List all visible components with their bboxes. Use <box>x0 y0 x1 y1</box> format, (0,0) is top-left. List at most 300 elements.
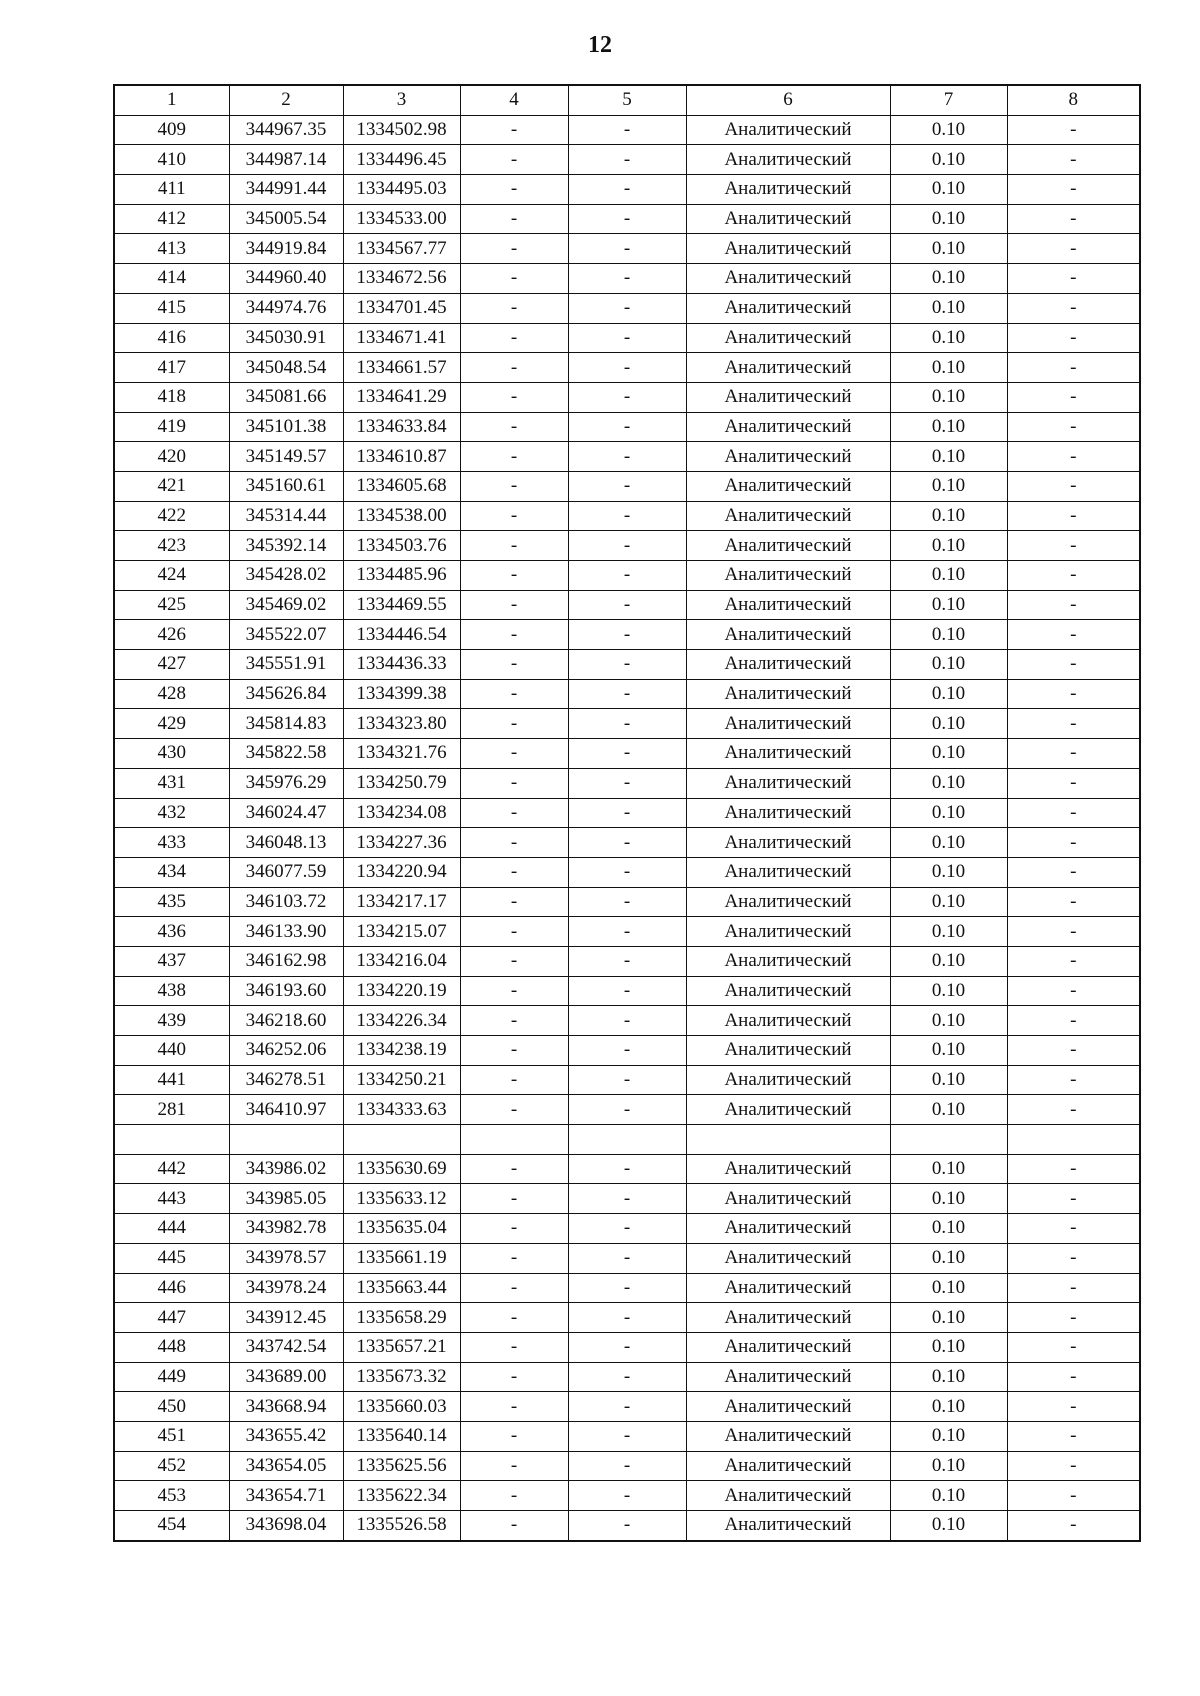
table-cell-col-8: - <box>1007 382 1140 412</box>
table-row <box>114 204 1140 234</box>
table-cell-col-2: 344960.40 <box>229 264 343 294</box>
table-cell-col-1: 426 <box>114 620 229 650</box>
table-cell-col-6: Аналитический <box>686 1095 890 1125</box>
table-cell-col-8: - <box>1007 1451 1140 1481</box>
table-cell-col-1: 454 <box>114 1511 229 1541</box>
table-cell-col-5 <box>568 1125 686 1155</box>
table-cell-col-7: 0.10 <box>890 1303 1007 1333</box>
table-cell-col-2: 345814.83 <box>229 709 343 739</box>
table-cell-col-4 <box>460 1125 568 1155</box>
table-cell-col-2: 346103.72 <box>229 887 343 917</box>
table-cell-col-7: 0.10 <box>890 1392 1007 1422</box>
table-cell-col-8: - <box>1007 1065 1140 1095</box>
header-cell-col-1: 1 <box>114 85 229 115</box>
table-cell-col-5: - <box>568 145 686 175</box>
table-cell-col-3: 1335657.21 <box>343 1332 460 1362</box>
table-cell-col-8: - <box>1007 175 1140 205</box>
table-cell-col-3: 1335625.56 <box>343 1451 460 1481</box>
table-cell-col-2: 346162.98 <box>229 946 343 976</box>
table-cell-col-1: 424 <box>114 561 229 591</box>
table-cell-col-2: 346218.60 <box>229 1006 343 1036</box>
table-cell-col-4: - <box>460 561 568 591</box>
table-cell-col-5: - <box>568 946 686 976</box>
table-cell-col-1: 441 <box>114 1065 229 1095</box>
table-cell-col-1: 444 <box>114 1214 229 1244</box>
table-cell-col-4: - <box>460 1243 568 1273</box>
table-cell-col-1: 418 <box>114 382 229 412</box>
table-cell-col-6: Аналитический <box>686 768 890 798</box>
table-cell-col-3: 1334469.55 <box>343 590 460 620</box>
table-cell-col-5: - <box>568 857 686 887</box>
table-row <box>114 145 1140 175</box>
table-cell-col-3: 1334333.63 <box>343 1095 460 1125</box>
table-cell-col-2: 344919.84 <box>229 234 343 264</box>
table-cell-col-8: - <box>1007 145 1140 175</box>
table-row <box>114 471 1140 501</box>
table-cell-col-8: - <box>1007 946 1140 976</box>
table-cell-col-8: - <box>1007 1392 1140 1422</box>
table-cell-col-6: Аналитический <box>686 1392 890 1422</box>
table-cell-col-6: Аналитический <box>686 353 890 383</box>
table-cell-col-2: 343978.57 <box>229 1243 343 1273</box>
table-cell-col-3: 1334216.04 <box>343 946 460 976</box>
table-cell-col-3: 1335660.03 <box>343 1392 460 1422</box>
table-cell-col-1: 439 <box>114 1006 229 1036</box>
table-cell-col-7: 0.10 <box>890 442 1007 472</box>
table-cell-col-5: - <box>568 353 686 383</box>
table-cell-col-8: - <box>1007 442 1140 472</box>
table-cell-col-7: 0.10 <box>890 175 1007 205</box>
table-cell-col-5: - <box>568 1332 686 1362</box>
table-cell-col-1: 415 <box>114 293 229 323</box>
table-cell-col-3: 1334323.80 <box>343 709 460 739</box>
table-cell-col-6: Аналитический <box>686 1184 890 1214</box>
table-cell-col-5: - <box>568 531 686 561</box>
table-cell-col-1: 434 <box>114 857 229 887</box>
table-cell-col-1: 449 <box>114 1362 229 1392</box>
table-body <box>114 115 1140 1541</box>
table-cell-col-2: 343668.94 <box>229 1392 343 1422</box>
table-cell-col-3: 1334495.03 <box>343 175 460 205</box>
table-cell-col-6: Аналитический <box>686 590 890 620</box>
table-cell-col-4: - <box>460 857 568 887</box>
table-row <box>114 1392 1140 1422</box>
table-cell-col-6: Аналитический <box>686 1273 890 1303</box>
table-cell-col-8: - <box>1007 561 1140 591</box>
table-cell-col-5: - <box>568 1065 686 1095</box>
table-cell-col-3: 1334436.33 <box>343 650 460 680</box>
table-cell-col-4: - <box>460 234 568 264</box>
table-cell-col-6: Аналитический <box>686 620 890 650</box>
table-cell-col-5: - <box>568 264 686 294</box>
table-row <box>114 234 1140 264</box>
table-cell-col-5: - <box>568 1481 686 1511</box>
table-cell-col-3: 1335633.12 <box>343 1184 460 1214</box>
table-cell-col-4: - <box>460 471 568 501</box>
table-cell-col-8 <box>1007 1125 1140 1155</box>
table-cell-col-3: 1334399.38 <box>343 679 460 709</box>
table-cell-col-3: 1334671.41 <box>343 323 460 353</box>
table-cell-col-3: 1335635.04 <box>343 1214 460 1244</box>
table-cell-col-2: 343982.78 <box>229 1214 343 1244</box>
table-cell-col-7: 0.10 <box>890 887 1007 917</box>
table-cell-col-5: - <box>568 1243 686 1273</box>
table-cell-col-7: 0.10 <box>890 145 1007 175</box>
table-cell-col-4: - <box>460 1511 568 1541</box>
table-row <box>114 323 1140 353</box>
table-cell-col-2: 345551.91 <box>229 650 343 680</box>
table-row <box>114 1273 1140 1303</box>
table-cell-col-1: 452 <box>114 1451 229 1481</box>
table-cell-col-2: 344967.35 <box>229 115 343 145</box>
table-cell-col-7: 0.10 <box>890 857 1007 887</box>
table-cell-col-1: 447 <box>114 1303 229 1333</box>
table-cell-col-6: Аналитический <box>686 501 890 531</box>
table-cell-col-8: - <box>1007 1214 1140 1244</box>
table-cell-col-4: - <box>460 590 568 620</box>
table-cell-col-2: 343742.54 <box>229 1332 343 1362</box>
table-cell-col-3: 1334496.45 <box>343 145 460 175</box>
table-cell-col-6: Аналитический <box>686 175 890 205</box>
table-cell-col-7: 0.10 <box>890 1095 1007 1125</box>
table-cell-col-7: 0.10 <box>890 1451 1007 1481</box>
table-cell-col-2: 345048.54 <box>229 353 343 383</box>
table-cell-col-1: 445 <box>114 1243 229 1273</box>
table-cell-col-4: - <box>460 1184 568 1214</box>
table-cell-col-6: Аналитический <box>686 828 890 858</box>
table-cell-col-5: - <box>568 501 686 531</box>
table-cell-col-3: 1334321.76 <box>343 739 460 769</box>
table-cell-col-2: 344987.14 <box>229 145 343 175</box>
table-cell-col-2: 345101.38 <box>229 412 343 442</box>
table-cell-col-3: 1334446.54 <box>343 620 460 650</box>
table-cell-col-3: 1334217.17 <box>343 887 460 917</box>
table-cell-col-1: 412 <box>114 204 229 234</box>
table-cell-col-4: - <box>460 946 568 976</box>
table-row <box>114 1362 1140 1392</box>
table-cell-col-6: Аналитический <box>686 1421 890 1451</box>
table-cell-col-8: - <box>1007 412 1140 442</box>
table-cell-col-4: - <box>460 501 568 531</box>
table-cell-col-4: - <box>460 739 568 769</box>
table-cell-col-3: 1334215.07 <box>343 917 460 947</box>
table-cell-col-7: 0.10 <box>890 1036 1007 1066</box>
table-row <box>114 1036 1140 1066</box>
table-row <box>114 1421 1140 1451</box>
table-cell-col-8: - <box>1007 353 1140 383</box>
table-cell-col-2: 344974.76 <box>229 293 343 323</box>
table-cell-col-5: - <box>568 323 686 353</box>
table-cell-col-6: Аналитический <box>686 115 890 145</box>
table-cell-col-6: Аналитический <box>686 946 890 976</box>
table-cell-col-2: 346252.06 <box>229 1036 343 1066</box>
table-cell-col-3: 1334661.57 <box>343 353 460 383</box>
table-cell-col-7: 0.10 <box>890 501 1007 531</box>
table-row <box>114 1006 1140 1036</box>
table-cell-col-6: Аналитический <box>686 471 890 501</box>
table-cell-col-7: 0.10 <box>890 1154 1007 1184</box>
table-cell-col-7 <box>890 1125 1007 1155</box>
table-cell-col-6: Аналитический <box>686 1481 890 1511</box>
table-cell-col-2: 346193.60 <box>229 976 343 1006</box>
table-cell-col-6: Аналитический <box>686 887 890 917</box>
table-cell-col-2: 345392.14 <box>229 531 343 561</box>
table-cell-col-7: 0.10 <box>890 739 1007 769</box>
table-row <box>114 531 1140 561</box>
table-row <box>114 590 1140 620</box>
table-cell-col-6: Аналитический <box>686 1362 890 1392</box>
table-cell-col-5: - <box>568 1392 686 1422</box>
table-cell-col-6: Аналитический <box>686 323 890 353</box>
table-cell-col-6: Аналитический <box>686 531 890 561</box>
table-cell-col-4: - <box>460 917 568 947</box>
table-cell-col-3: 1334226.34 <box>343 1006 460 1036</box>
table-cell-col-1: 419 <box>114 412 229 442</box>
table-cell-col-2: 345081.66 <box>229 382 343 412</box>
table-cell-col-4: - <box>460 1065 568 1095</box>
table-cell-col-2: 343985.05 <box>229 1184 343 1214</box>
table-cell-col-5: - <box>568 976 686 1006</box>
table-cell-col-4: - <box>460 798 568 828</box>
table-cell-col-7: 0.10 <box>890 798 1007 828</box>
table-cell-col-6: Аналитический <box>686 709 890 739</box>
table-cell-col-4: - <box>460 620 568 650</box>
table-cell-col-8: - <box>1007 115 1140 145</box>
table-cell-col-8: - <box>1007 1243 1140 1273</box>
table-cell-col-1: 436 <box>114 917 229 947</box>
table-cell-col-7: 0.10 <box>890 471 1007 501</box>
table-cell-col-7: 0.10 <box>890 828 1007 858</box>
table-cell-col-2: 346077.59 <box>229 857 343 887</box>
table-cell-col-6: Аналитический <box>686 857 890 887</box>
table-cell-col-4: - <box>460 1006 568 1036</box>
table-cell-col-6: Аналитический <box>686 1243 890 1273</box>
table-cell-col-5: - <box>568 1511 686 1541</box>
table-cell-col-6: Аналитический <box>686 1332 890 1362</box>
table-cell-col-3: 1334502.98 <box>343 115 460 145</box>
table-cell-col-4: - <box>460 412 568 442</box>
header-cell-col-2: 2 <box>229 85 343 115</box>
table-cell-col-5: - <box>568 709 686 739</box>
table-cell-col-5: - <box>568 917 686 947</box>
table-cell-col-5: - <box>568 1184 686 1214</box>
table-row <box>114 857 1140 887</box>
table-cell-col-7: 0.10 <box>890 1481 1007 1511</box>
table-cell-col-3: 1334227.36 <box>343 828 460 858</box>
table-cell-col-1: 281 <box>114 1095 229 1125</box>
table-cell-col-2: 345522.07 <box>229 620 343 650</box>
table-cell-col-4: - <box>460 264 568 294</box>
table-row <box>114 917 1140 947</box>
table-cell-col-1: 425 <box>114 590 229 620</box>
table-row <box>114 1125 1140 1155</box>
table-cell-col-7: 0.10 <box>890 382 1007 412</box>
table-cell-col-8: - <box>1007 1481 1140 1511</box>
table-cell-col-3: 1334610.87 <box>343 442 460 472</box>
table-row <box>114 976 1140 1006</box>
table-cell-col-5: - <box>568 828 686 858</box>
table-cell-col-4: - <box>460 1154 568 1184</box>
table-cell-col-6: Аналитический <box>686 1451 890 1481</box>
table-cell-col-8: - <box>1007 768 1140 798</box>
table-cell-col-6: Аналитический <box>686 145 890 175</box>
table-cell-col-8: - <box>1007 917 1140 947</box>
table-cell-col-1: 453 <box>114 1481 229 1511</box>
table-cell-col-5: - <box>568 1362 686 1392</box>
table-cell-col-8: - <box>1007 976 1140 1006</box>
table-cell-col-8: - <box>1007 679 1140 709</box>
table-cell-col-8: - <box>1007 323 1140 353</box>
table-cell-col-7: 0.10 <box>890 531 1007 561</box>
table-cell-col-8: - <box>1007 1332 1140 1362</box>
table-cell-col-7: 0.10 <box>890 590 1007 620</box>
table-cell-col-4: - <box>460 650 568 680</box>
header-cell-col-5: 5 <box>568 85 686 115</box>
table-cell-col-8: - <box>1007 501 1140 531</box>
table-cell-col-5: - <box>568 768 686 798</box>
table-row <box>114 798 1140 828</box>
table-cell-col-5: - <box>568 1303 686 1333</box>
table-cell-col-4: - <box>460 1421 568 1451</box>
table-cell-col-8: - <box>1007 1421 1140 1451</box>
table-cell-col-5: - <box>568 561 686 591</box>
table-cell-col-8: - <box>1007 590 1140 620</box>
table-cell-col-8: - <box>1007 650 1140 680</box>
table-row <box>114 293 1140 323</box>
table-cell-col-4: - <box>460 1214 568 1244</box>
table-row <box>114 561 1140 591</box>
table-cell-col-5: - <box>568 204 686 234</box>
table-cell-col-4: - <box>460 442 568 472</box>
table-cell-col-2: 345822.58 <box>229 739 343 769</box>
table-row <box>114 1214 1140 1244</box>
table-cell-col-5: - <box>568 887 686 917</box>
table-cell-col-7: 0.10 <box>890 1214 1007 1244</box>
table-cell-col-7: 0.10 <box>890 353 1007 383</box>
table-cell-col-7: 0.10 <box>890 709 1007 739</box>
table-row <box>114 1511 1140 1541</box>
table-cell-col-2: 343698.04 <box>229 1511 343 1541</box>
table-cell-col-7: 0.10 <box>890 1065 1007 1095</box>
table-cell-col-5: - <box>568 175 686 205</box>
table-row <box>114 1095 1140 1125</box>
table-cell-col-6 <box>686 1125 890 1155</box>
table-cell-col-3: 1335661.19 <box>343 1243 460 1273</box>
table-row <box>114 768 1140 798</box>
table-cell-col-2: 345626.84 <box>229 679 343 709</box>
table-cell-col-4: - <box>460 382 568 412</box>
table-cell-col-4: - <box>460 115 568 145</box>
table-cell-col-1: 416 <box>114 323 229 353</box>
table-cell-col-4: - <box>460 1481 568 1511</box>
table-row <box>114 1481 1140 1511</box>
table-cell-col-6: Аналитический <box>686 739 890 769</box>
table-cell-col-5: - <box>568 1214 686 1244</box>
table-cell-col-8: - <box>1007 709 1140 739</box>
table-cell-col-5: - <box>568 650 686 680</box>
table-cell-col-6: Аналитический <box>686 798 890 828</box>
table-row <box>114 1154 1140 1184</box>
table-cell-col-2: 345149.57 <box>229 442 343 472</box>
table-cell-col-1: 423 <box>114 531 229 561</box>
coordinates-table <box>113 84 1141 1542</box>
table-cell-col-7: 0.10 <box>890 679 1007 709</box>
table-cell-col-7: 0.10 <box>890 946 1007 976</box>
table-cell-col-8: - <box>1007 531 1140 561</box>
table-cell-col-7: 0.10 <box>890 204 1007 234</box>
table-cell-col-4: - <box>460 1095 568 1125</box>
table-cell-col-7: 0.10 <box>890 561 1007 591</box>
table-cell-col-6: Аналитический <box>686 1154 890 1184</box>
table-cell-col-4: - <box>460 679 568 709</box>
table-cell-col-6: Аналитический <box>686 234 890 264</box>
table-cell-col-7: 0.10 <box>890 1243 1007 1273</box>
table-row <box>114 1243 1140 1273</box>
table-cell-col-3: 1335622.34 <box>343 1481 460 1511</box>
table-cell-col-1: 410 <box>114 145 229 175</box>
table-cell-col-8: - <box>1007 887 1140 917</box>
table-cell-col-6: Аналитический <box>686 561 890 591</box>
table-cell-col-4: - <box>460 828 568 858</box>
table-cell-col-7: 0.10 <box>890 293 1007 323</box>
table-cell-col-1: 428 <box>114 679 229 709</box>
table-cell-col-8: - <box>1007 1362 1140 1392</box>
table-cell-col-2: 345005.54 <box>229 204 343 234</box>
table-cell-col-5: - <box>568 1451 686 1481</box>
table-cell-col-2: 343986.02 <box>229 1154 343 1184</box>
table-cell-col-8: - <box>1007 471 1140 501</box>
table-cell-col-5: - <box>568 293 686 323</box>
table-cell-col-3: 1334533.00 <box>343 204 460 234</box>
table-cell-col-1: 450 <box>114 1392 229 1422</box>
table-row <box>114 175 1140 205</box>
table-cell-col-2: 343912.45 <box>229 1303 343 1333</box>
table-row <box>114 1303 1140 1333</box>
table-cell-col-7: 0.10 <box>890 917 1007 947</box>
table-cell-col-4: - <box>460 323 568 353</box>
table-cell-col-7: 0.10 <box>890 1273 1007 1303</box>
table-row <box>114 887 1140 917</box>
table-cell-col-5: - <box>568 620 686 650</box>
table-cell-col-5: - <box>568 1273 686 1303</box>
table-cell-col-1: 433 <box>114 828 229 858</box>
table-cell-col-2: 343689.00 <box>229 1362 343 1392</box>
table-cell-col-4: - <box>460 1036 568 1066</box>
table-cell-col-4: - <box>460 768 568 798</box>
table-row <box>114 679 1140 709</box>
table-cell-col-5: - <box>568 115 686 145</box>
table-cell-col-2: 345314.44 <box>229 501 343 531</box>
table-cell-col-3: 1334641.29 <box>343 382 460 412</box>
table-cell-col-1: 413 <box>114 234 229 264</box>
header-cell-col-8: 8 <box>1007 85 1140 115</box>
table-cell-col-6: Аналитический <box>686 917 890 947</box>
table-cell-col-6: Аналитический <box>686 1511 890 1541</box>
table-cell-col-2: 343655.42 <box>229 1421 343 1451</box>
table-cell-col-3: 1334633.84 <box>343 412 460 442</box>
table-cell-col-5: - <box>568 442 686 472</box>
table-cell-col-2: 346278.51 <box>229 1065 343 1095</box>
table-cell-col-3: 1335630.69 <box>343 1154 460 1184</box>
table-cell-col-3: 1334234.08 <box>343 798 460 828</box>
table-cell-col-2: 346048.13 <box>229 828 343 858</box>
table-cell-col-5: - <box>568 382 686 412</box>
table-row <box>114 1184 1140 1214</box>
table-cell-col-4: - <box>460 709 568 739</box>
table-cell-col-1: 446 <box>114 1273 229 1303</box>
table-cell-col-1: 443 <box>114 1184 229 1214</box>
table-cell-col-6: Аналитический <box>686 1065 890 1095</box>
